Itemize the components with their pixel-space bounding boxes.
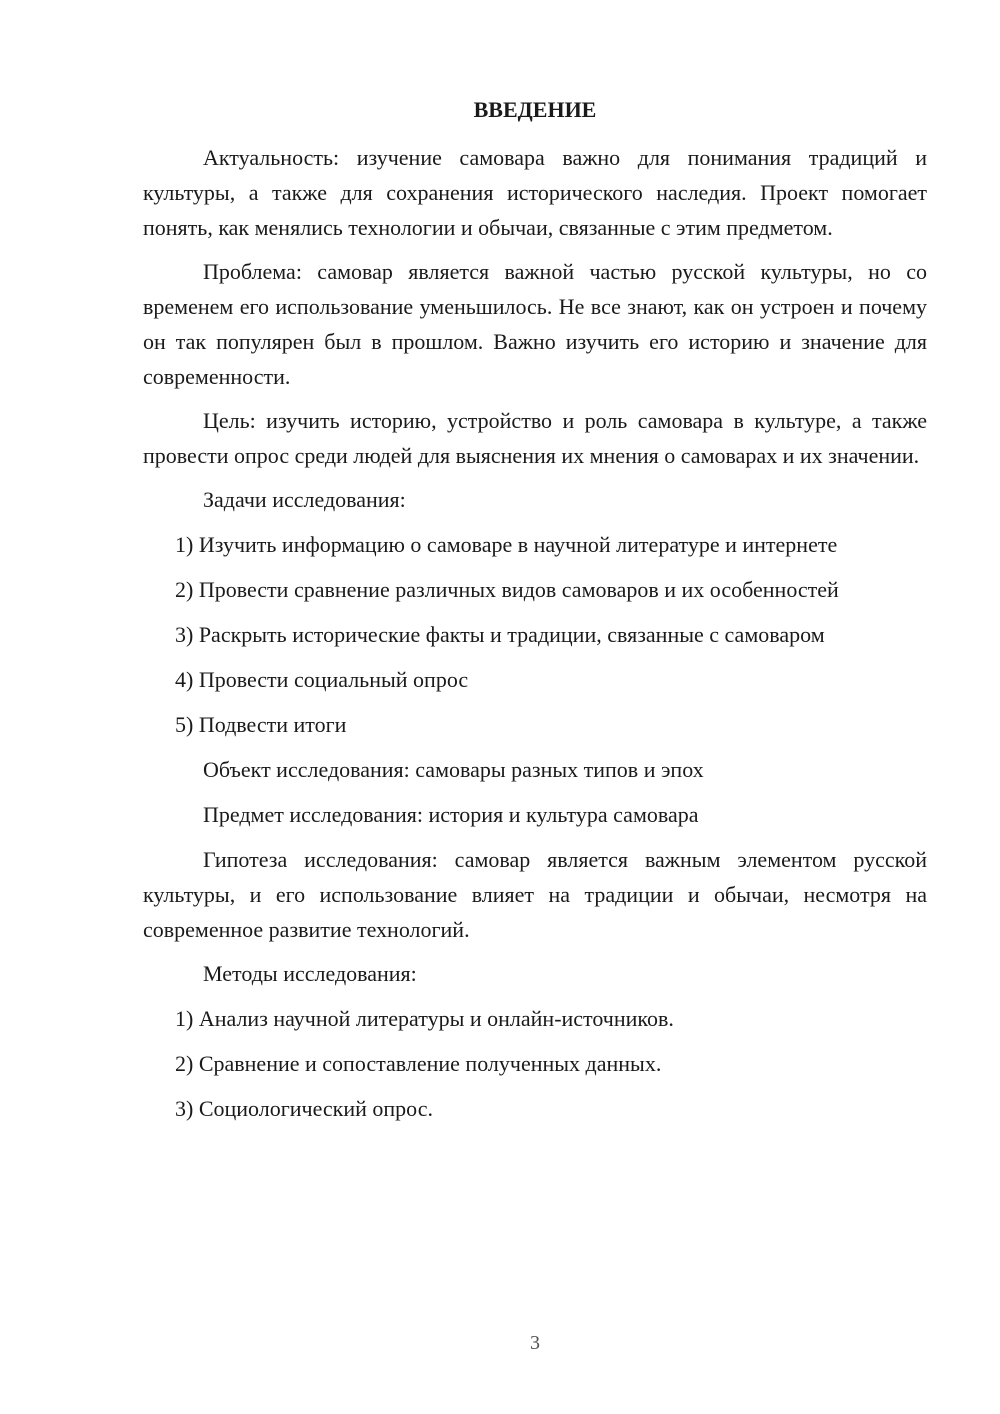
hypothesis-paragraph: Гипотеза исследования: самовар является важным элементом русской культуры, и его использование влияет на традиции и обычаи, несмотря на современное развитие технологий.	[143, 847, 927, 942]
task-item: 1) Изучить информацию о самоваре в научной литературе и интернете	[175, 532, 838, 557]
tasks-heading: Задачи исследования:	[203, 487, 406, 512]
page-number: 3	[530, 1332, 540, 1354]
problem-paragraph: Проблема: самовар является важной частью русской культуры, но со временем его использование уменьшилось. Не все знают, как он устроен и почему он так популярен был в прошлом. Важно изучить его историю и значение для современности.	[143, 259, 927, 389]
page-content	[143, 95, 927, 1136]
task-item: 4) Провести социальный опрос	[175, 667, 469, 692]
task-item: 3) Раскрыть исторические факты и традиции, связанные с самоваром	[175, 622, 825, 647]
task-item: 5) Подвести итоги	[175, 712, 347, 737]
section-title: ВВЕДЕНИЕ	[473, 97, 597, 122]
task-item: 2) Провести сравнение различных видов самоваров и их особенностей	[175, 577, 839, 602]
goal-paragraph: Цель: изучить историю, устройство и роль самовара в культуре, а также провести опрос среди людей для выяснения их мнения о самоварах и их значении.	[143, 408, 927, 468]
method-item: 3) Социологический опрос.	[175, 1096, 433, 1121]
object-line: Объект исследования: самовары разных типов и эпох	[203, 757, 704, 782]
subject-line: Предмет исследования: история и культура самовара	[203, 802, 699, 827]
relevance-paragraph: Актуальность: изучение самовара важно для понимания традиций и культуры, а также для сохранения исторического наследия. Проект помогает понять, как менялись технологии и обычаи, связанные с этим предметом.	[143, 145, 927, 240]
method-item: 1) Анализ научной литературы и онлайн-источников.	[175, 1006, 674, 1031]
methods-heading: Методы исследования:	[203, 961, 417, 986]
method-item: 2) Сравнение и сопоставление полученных данных.	[175, 1051, 662, 1076]
